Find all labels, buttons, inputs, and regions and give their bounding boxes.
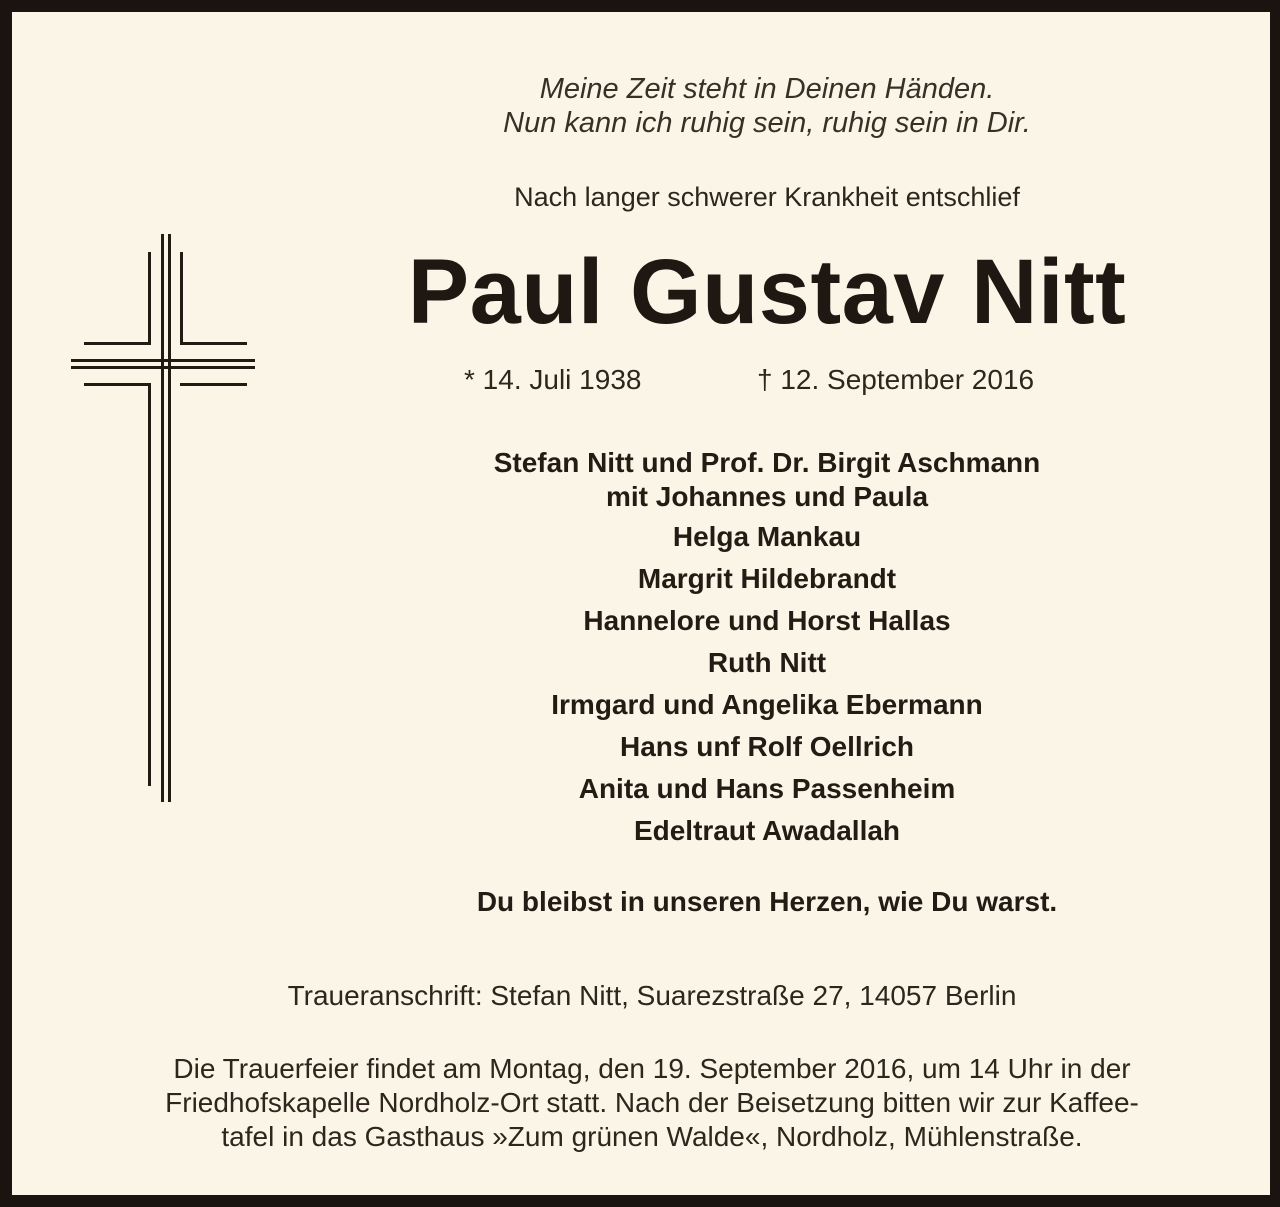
list-item: Helga Mankau [672, 521, 862, 552]
verse-line-1: Meine Zeit steht in Deinen Händen. [539, 73, 995, 105]
service-line-3: tafel in das Gasthaus »Zum grünen Walde«, Nordholz, Mühlenstraße. [221, 1121, 1083, 1152]
mourners-first-line-2: mit Johannes und Paula [605, 481, 929, 512]
list-item: Ruth Nitt [707, 647, 827, 678]
birth-date: * 14. Juli 1938 [464, 364, 642, 395]
verse [392, 72, 1142, 140]
mourners-first [392, 446, 1142, 514]
intro-text: Nach langer schwerer Krankheit entschlief [514, 182, 1020, 212]
list-item: Margrit Hildebrandt [637, 563, 897, 594]
death-date: † 12. September 2016 [757, 364, 1035, 395]
list-item: Hannelore und Horst Hallas [583, 605, 951, 636]
service-line-1: Die Trauerfeier findet am Montag, den 19. September 2016, um 14 Uhr in der [173, 1053, 1131, 1084]
mourners-list [392, 516, 1142, 852]
list-item: Anita und Hans Passenheim [578, 773, 956, 804]
service-info [72, 1052, 1232, 1154]
list-item: Irmgard und Angelika Ebermann [551, 689, 983, 720]
closing-line: Du bleibst in unseren Herzen, wie Du warst. [476, 886, 1058, 917]
verse-line-2: Nun kann ich ruhig sein, ruhig sein in Dir. [503, 107, 1031, 139]
list-item: Edeltraut Awadallah [633, 815, 901, 846]
service-line-2: Friedhofskapelle Nordholz-Ort statt. Nach der Beisetzung bitten wir zur Kaffee- [165, 1087, 1139, 1118]
mourners-first-line-1: Stefan Nitt und Prof. Dr. Birgit Aschmann [493, 447, 1041, 478]
deceased-name: Paul Gustav Nitt [407, 241, 1127, 343]
mourning-address: Traueranschrift: Stefan Nitt, Suarezstraße 27, 14057 Berlin [287, 980, 1017, 1011]
list-item: Hans unf Rolf Oellrich [619, 731, 915, 762]
cross-icon [67, 234, 257, 806]
